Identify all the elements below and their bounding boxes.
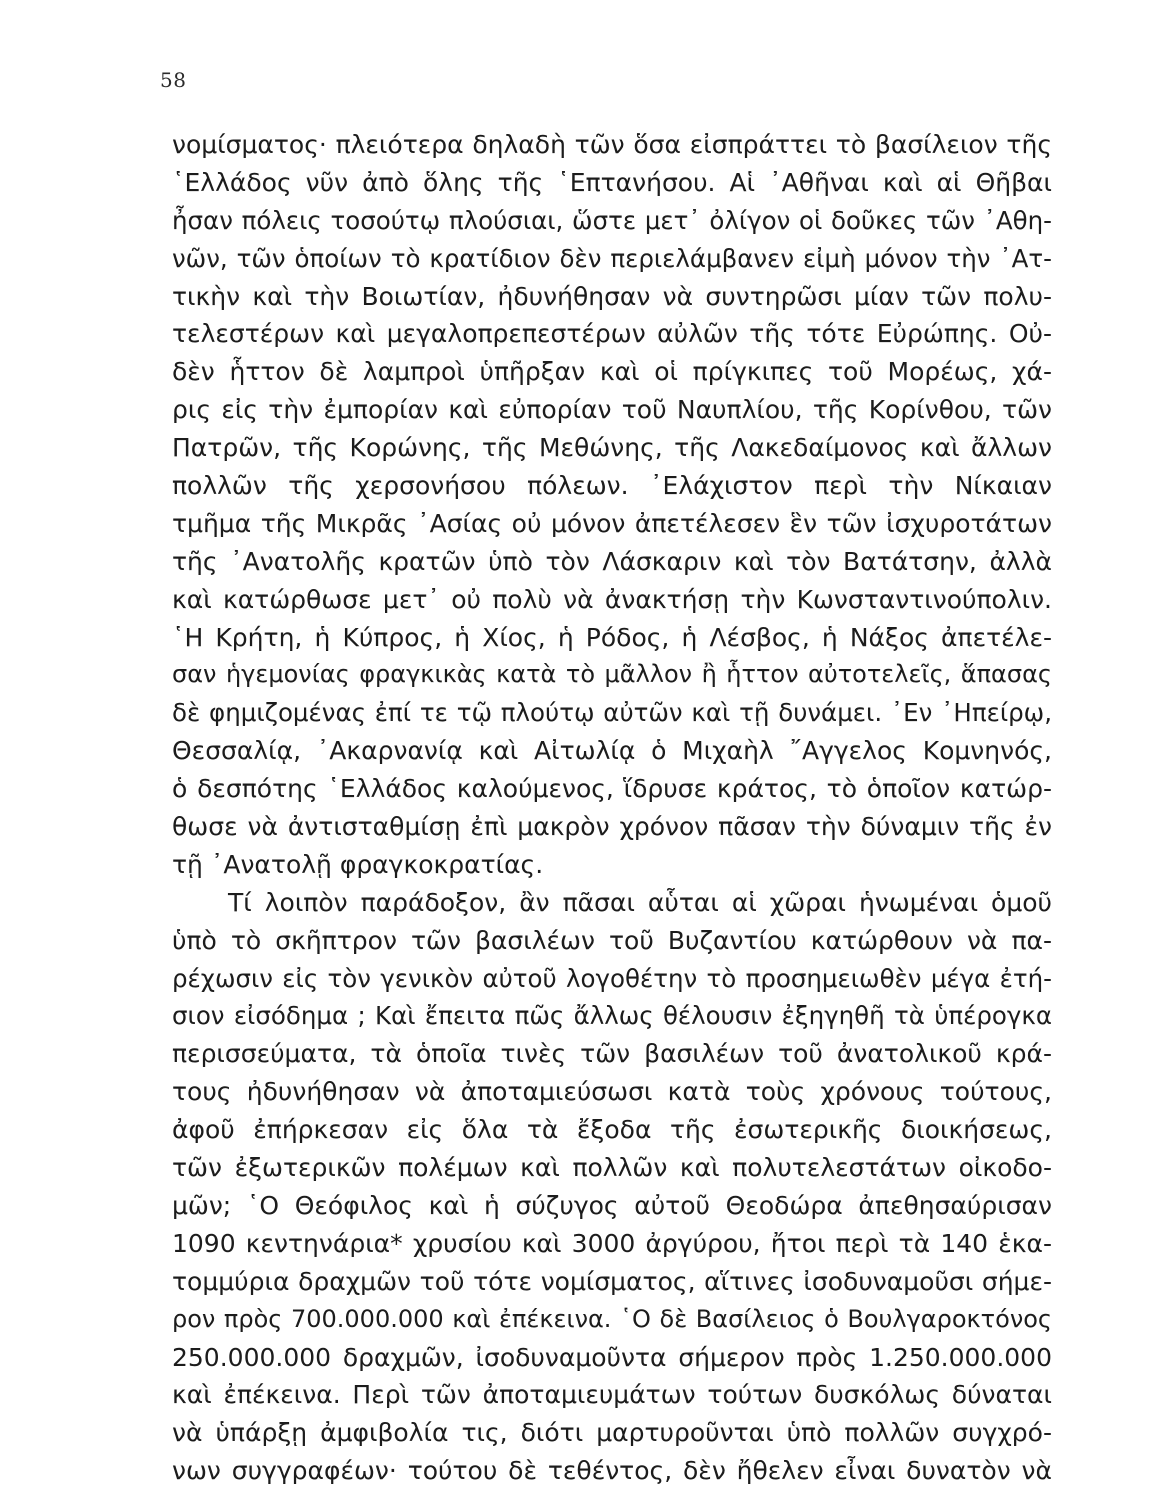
text-line: τους ἠδυνήθησαν νὰ ἀποταμιεύσωσι κατὰ τοὺς χρόνους τούτους,	[172, 1077, 1052, 1107]
page-number: 58	[160, 68, 187, 92]
text-line: Θεσσαλίᾳ, ᾿Ακαρνανίᾳ καὶ Αἰτωλίᾳ ὁ Μιχαὴλ ῎Αγγελος Κομνηνός,	[172, 736, 1052, 766]
text-line: ὑπὸ τὸ σκῆπτρον τῶν βασιλέων τοῦ Βυζαντίου κατώρθουν νὰ πα-	[172, 925, 1052, 955]
text-line: καὶ κατώρθωσε μετ᾿ οὐ πολὺ νὰ ἀνακτήσῃ τὴν Κωνσταντινούπολιν.	[172, 584, 1052, 614]
text-line: σαν ἡγεμονίας φραγκικὰς κατὰ τὸ μᾶλλον ἢ ἧττον αὐτοτελεῖς, ἅπασας	[172, 660, 1052, 689]
text-line: δὲ φημιζομένας ἐπί τε τῷ πλούτῳ αὐτῶν καὶ τῇ δυνάμει. ᾿Εν ᾿Ηπείρῳ,	[172, 698, 1052, 728]
text-line: 250.000.000 δραχμῶν, ἰσοδυναμοῦντα σήμερον πρὸς 1.250.000.000	[172, 1342, 1052, 1372]
text-line: θωσε νὰ ἀντισταθμίσῃ ἐπὶ μακρὸν χρόνον πᾶσαν τὴν δύναμιν τῆς ἐν	[172, 812, 1052, 842]
text-line: 1090 κεντηνάρια* χρυσίου καὶ 3000 ἀργύρου, ἤτοι περὶ τὰ 140 ἑκα-	[172, 1228, 1052, 1258]
text-line: νων συγγραφέων· τούτου δὲ τεθέντος, δὲν ἤθελεν εἶναι δυνατὸν νὰ	[172, 1456, 1052, 1486]
text-line: ὁ δεσπότης ῾Ελλάδος καλούμενος, ἵδρυσε κράτος, τὸ ὁποῖον κατώρ-	[172, 774, 1052, 804]
text-line: τμῆμα τῆς Μικρᾶς ᾿Ασίας οὐ μόνον ἀπετέλεσεν ἓν τῶν ἰσχυροτάτων	[172, 508, 1052, 538]
text-line: νομίσματος· πλειότερα δηλαδὴ τῶν ὅσα εἰσπράττει τὸ βασίλειον τῆς	[172, 130, 1052, 159]
text-line: τῶν ἐξωτερικῶν πολέμων καὶ πολλῶν καὶ πολυτελεστάτων οἰκοδο-	[172, 1153, 1052, 1183]
text-line: περισσεύματα, τὰ ὁποῖα τινὲς τῶν βασιλέων τοῦ ἀνατολικοῦ κρά-	[172, 1039, 1052, 1069]
text-line: τομμύρια δραχμῶν τοῦ τότε νομίσματος, αἵτινες ἰσοδυναμοῦσι σήμε-	[172, 1266, 1052, 1296]
text-line: ρις εἰς τὴν ἐμπορίαν καὶ εὐπορίαν τοῦ Ναυπλίου, τῆς Κορίνθου, τῶν	[172, 395, 1052, 425]
text-line: καὶ ἐπέκεινα. Περὶ τῶν ἀποταμιευμάτων τούτων δυσκόλως δύναται	[172, 1380, 1052, 1410]
text-line: ἀφοῦ ἐπήρκεσαν εἰς ὅλα τὰ ἔξοδα τῆς ἐσωτερικῆς διοικήσεως,	[172, 1115, 1052, 1145]
text-line: πολλῶν τῆς χερσονήσου πόλεων. ᾿Ελάχιστον περὶ τὴν Νίκαιαν	[172, 471, 1052, 501]
text-line: σιον εἰσόδημα ; Καὶ ἔπειτα πῶς ἄλλως θέλουσιν ἐξηγηθῆ τὰ ὑπέρογκα	[172, 1001, 1052, 1031]
text-line: νὰ ὑπάρξῃ ἀμφιβολία τις, διότι μαρτυροῦνται ὑπὸ πολλῶν συγχρό-	[172, 1418, 1052, 1448]
text-line: ρέχωσιν εἰς τὸν γενικὸν αὐτοῦ λογοθέτην τὸ προσημειωθὲν μέγα ἐτή-	[172, 963, 1052, 993]
text-line: ἦσαν πόλεις τοσούτῳ πλούσιαι, ὥστε μετ᾿ ὀλίγον οἱ δοῦκες τῶν ᾿Αθη-	[172, 205, 1052, 235]
text-line: τικὴν καὶ τὴν Βοιωτίαν, ἠδυνήθησαν νὰ συντηρῶσι μίαν τῶν πολυ-	[172, 281, 1052, 311]
text-line: ῾Η Κρήτη, ἡ Κύπρος, ἡ Χίος, ἡ Ρόδος, ἡ Λέσβος, ἡ Νάξος ἀπετέλε-	[172, 622, 1052, 652]
text-line: ῾Ελλάδος νῦν ἀπὸ ὅλης τῆς ῾Επτανήσου. Αἱ ᾿Αθῆναι καὶ αἱ Θῆβαι	[172, 167, 1052, 197]
text-line: Πατρῶν, τῆς Κορώνης, τῆς Μεθώνης, τῆς Λακεδαίμονος καὶ ἄλλων	[172, 433, 1052, 463]
text-line: μῶν; ῾Ο Θεόφιλος καὶ ἡ σύζυγος αὐτοῦ Θεοδώρα ἀπεθησαύρισαν	[172, 1190, 1052, 1220]
body-text	[172, 126, 1052, 1490]
text-line: ρον πρὸς 700.000.000 καὶ ἐπέκεινα. ῾Ο δὲ Βασίλειος ὁ Βουλγαροκτόνος	[172, 1304, 1052, 1333]
text-line: νῶν, τῶν ὁποίων τὸ κρατίδιον δὲν περιελάμβανεν εἰμὴ μόνον τὴν ᾿Ατ-	[172, 243, 1052, 273]
text-line: τῆς ᾿Ανατολῆς κρατῶν ὑπὸ τὸν Λάσκαριν καὶ τὸν Βατάτσην, ἀλλὰ	[172, 546, 1052, 576]
text-line: τελεστέρων καὶ μεγαλοπρεπεστέρων αὐλῶν τῆς τότε Εὐρώπης. Οὐ-	[172, 319, 1052, 349]
paragraph-end-line: τῇ ᾿Ανατολῇ φραγκοκρατίας.	[172, 849, 544, 879]
paragraph-start-line: Τί λοιπὸν παράδοξον, ἂν πᾶσαι αὗται αἱ χῶραι ἡνωμέναι ὁμοῦ	[228, 887, 1052, 917]
text-line: δὲν ἧττον δὲ λαμπροὶ ὑπῆρξαν καὶ οἱ πρίγκιπες τοῦ Μορέως, χά-	[172, 357, 1052, 387]
